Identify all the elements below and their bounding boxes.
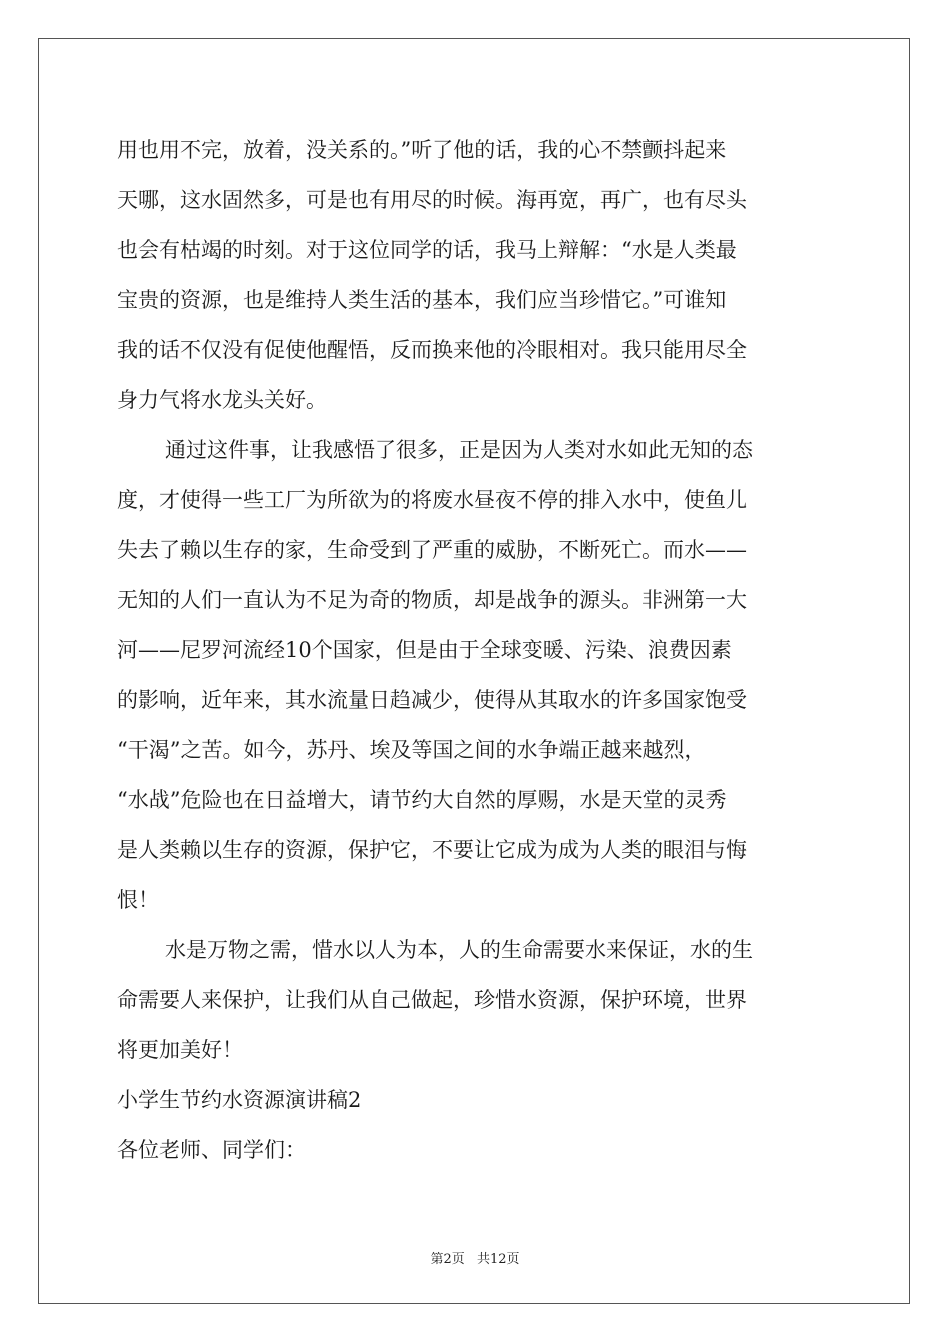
paragraph-line: “干渴”之苦。如今，苏丹、埃及等国之间的水争端正越来越烈， (117, 738, 706, 762)
paragraph-line: 天哪，这水固然多，可是也有用尽的时候。海再宽，再广，也有尽头 (117, 188, 747, 212)
document-body (117, 125, 835, 1175)
paragraph-line: 是人类赖以生存的资源，保护它，不要让它成为成为人类的眼泪与悔 (117, 838, 747, 862)
section-heading: 小学生节约水资源演讲稿2 (117, 1088, 362, 1112)
paragraph-line: 度，才使得一些工厂为所欲为的将废水昼夜不停的排入水中，使鱼儿 (117, 488, 747, 512)
paragraph-line: “水战”危险也在日益增大，请节约大自然的厚赐，水是天堂的灵秀 (117, 788, 727, 812)
paragraph-line: 失去了赖以生存的家，生命受到了严重的威胁，不断死亡。而水—— (117, 538, 747, 562)
paragraph-line: 恨！ (117, 888, 159, 912)
salutation: 各位老师、同学们： (117, 1138, 306, 1162)
paragraph-line: 水是万物之需，惜水以人为本，人的生命需要水来保证，水的生 (165, 938, 753, 962)
paragraph-line: 将更加美好！ (117, 1038, 243, 1062)
paragraph-line: 身力气将水龙头关好。 (117, 388, 327, 412)
paragraph-line: 宝贵的资源，也是维持人类生活的基本，我们应当珍惜它。”可谁知 (117, 288, 727, 312)
page-total: 共12页 (476, 1252, 520, 1267)
paragraph-line: 用也用不完，放着，没关系的。”听了他的话，我的心不禁颤抖起来 (117, 138, 727, 162)
page-footer (0, 1248, 950, 1267)
paragraph-line: 我的话不仅没有促使他醒悟，反而换来他的冷眼相对。我只能用尽全 (117, 338, 747, 362)
paragraph-line: 通过这件事，让我感悟了很多，正是因为人类对水如此无知的态 (165, 438, 753, 462)
paragraph-line: 也会有枯竭的时刻。对于这位同学的话，我马上辩解：“水是人类最 (117, 238, 737, 262)
paragraph-line: 河——尼罗河流经10个国家，但是由于全球变暖、污染、浪费因素 (117, 638, 732, 662)
paragraph-line: 的影响，近年来，其水流量日趋减少，使得从其取水的许多国家饱受 (117, 688, 747, 712)
paragraph-line: 无知的人们一直认为不足为奇的物质，却是战争的源头。非洲第一大 (117, 588, 747, 612)
paragraph-line: 命需要人来保护，让我们从自己做起，珍惜水资源，保护环境，世界 (117, 988, 747, 1012)
page-number: 第2页 (430, 1252, 465, 1267)
